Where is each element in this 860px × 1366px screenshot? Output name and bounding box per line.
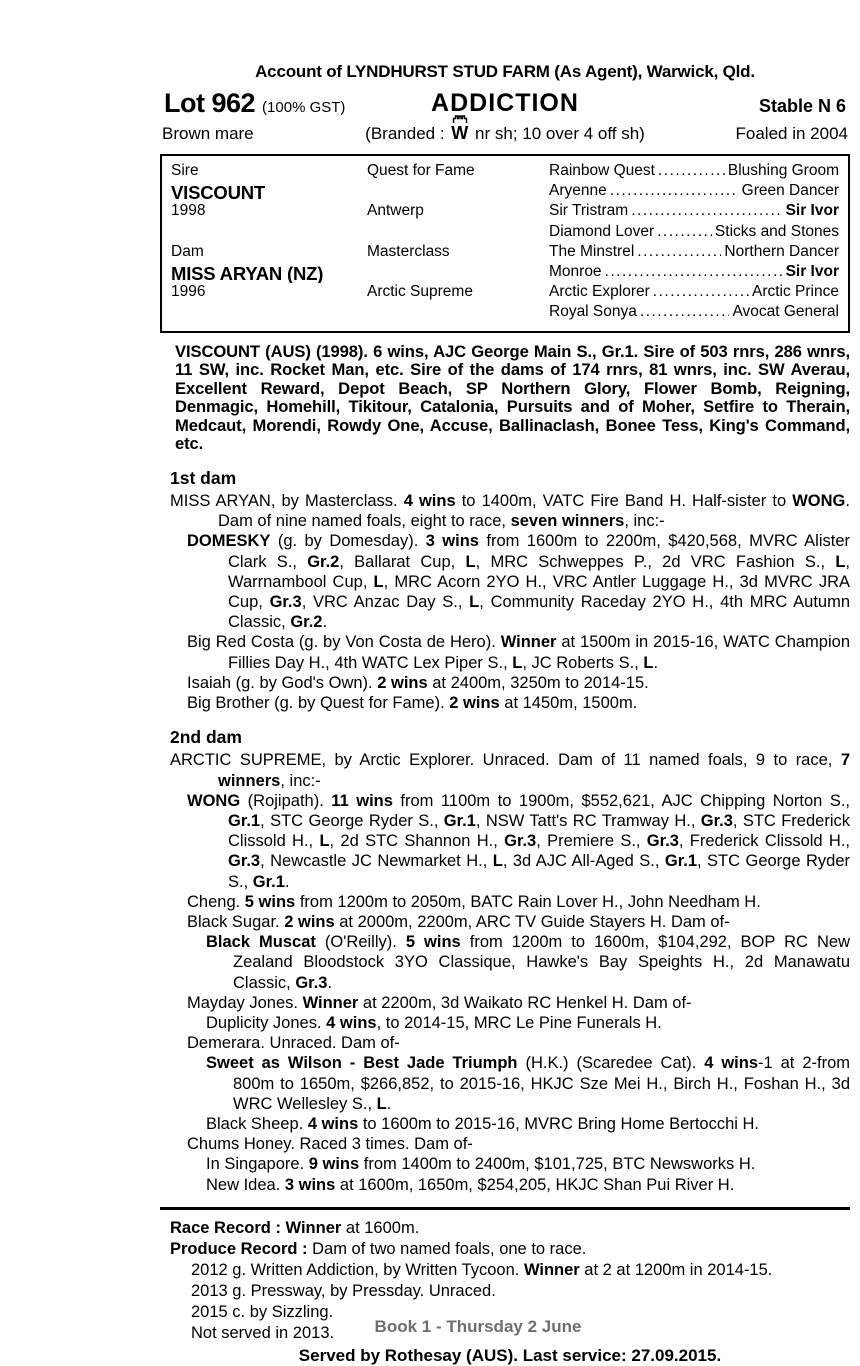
horse-name: ADDICTION bbox=[431, 89, 579, 117]
spacer-row bbox=[367, 263, 549, 283]
foaled-year: Foaled in 2004 bbox=[735, 124, 848, 143]
colour-sex: Brown mare bbox=[162, 124, 254, 143]
entry-isaiah: Isaiah (g. by God's Own). 2 wins at 2400m, 3250m to 2014-15. bbox=[187, 673, 649, 692]
catalogue-page bbox=[160, 0, 850, 1366]
entry-mayday-jones: Mayday Jones. Winner at 2200m, 3d Waikato RC Henkel H. Dam of- bbox=[187, 993, 692, 1012]
entry-domesky: DOMESKY (g. by Domesday). 3 wins from 1600m to 2200m, $420,568, MVRC Alister Clark S., Gr.2, Ballarat Cup, L, MRC Schweppes P., 2d VRC Fashion S., L, Warrnambool Cup, L, MRC Acorn 2YO H., VRC Antler Luggage H., 3d MVRC JRA Cup, Gr.3, VRC Anzac Day S., L, Community Raceday 2YO H., 4th MRC Autumn Classic, Gr.2. bbox=[187, 532, 850, 632]
leader-dots bbox=[610, 182, 739, 200]
sire-sire: Quest for Fame bbox=[367, 162, 475, 179]
pedigree-grandparents-column bbox=[367, 162, 549, 324]
ancestor-pair: Aryenne ..... Green Dancer bbox=[549, 182, 839, 202]
lot-label: Lot 962 bbox=[164, 88, 256, 118]
page-footer: Book 1 - Thursday 2 June bbox=[374, 1317, 582, 1336]
ancestor-pair: Monroe ..... Sir Ivor bbox=[549, 263, 839, 283]
first-dam-heading: 1st dam bbox=[170, 468, 237, 489]
leader-dots bbox=[631, 202, 782, 220]
dam-sire: Masterclass bbox=[367, 242, 450, 260]
ancestor-pair: Diamond Lover ..... Sticks and Stones bbox=[549, 223, 839, 243]
leader-dots bbox=[637, 243, 721, 261]
gst-note: (100% GST) bbox=[262, 99, 346, 116]
spacer-row bbox=[367, 182, 549, 202]
spacer-row bbox=[367, 303, 549, 323]
brand-letter: W bbox=[451, 123, 469, 143]
stable-number: Stable N 6 bbox=[758, 96, 846, 116]
dam-name: MISS ARYAN (NZ) bbox=[171, 262, 324, 284]
ancestor-pair: The Minstrel ..... Northern Dancer bbox=[549, 243, 839, 263]
leader-dots bbox=[605, 263, 783, 281]
description-row bbox=[160, 120, 850, 147]
ancestor-pair: Sir Tristram ..... Sir Ivor bbox=[549, 202, 839, 222]
sire-label: Sire bbox=[171, 162, 199, 179]
entry-new-idea: New Idea. 3 wins at 1600m, 1650m, $254,205, HKJC Shan Pui River H. bbox=[206, 1175, 735, 1194]
not-served-note: Not served in 2013. bbox=[191, 1323, 335, 1342]
ancestor-pair: Rainbow Quest ..... Blushing Groom bbox=[549, 162, 839, 182]
crown-icon bbox=[452, 115, 468, 123]
entry-arctic-supreme: ARCTIC SUPREME, by Arctic Explorer. Unraced. Dam of 11 named foals, 9 to race, 7 winners, inc:- bbox=[170, 751, 850, 790]
dam-year: 1996 bbox=[171, 283, 206, 301]
entry-sweet-as-wilson: Sweet as Wilson - Best Jade Triumph (H.K.) (Scaredee Cat). 4 wins-1 at 2-from 800m to 1650m, $266,852, to 2015-16, HKJC Sze Mei H., Birch H., Foshan H., 3d WRC Wellesley S., L. bbox=[206, 1054, 850, 1113]
dam-dam: Arctic Supreme bbox=[367, 283, 473, 301]
dam-label: Dam bbox=[171, 242, 204, 260]
served-by-line: Served by Rothesay (AUS). Last service: 27.09.2015. bbox=[298, 1345, 722, 1365]
produce-2015: 2015 c. by Sizzling. bbox=[191, 1302, 334, 1321]
entry-cheng: Cheng. 5 wins from 1200m to 2050m, BATC Rain Lover H., John Needham H. bbox=[187, 892, 761, 911]
entry-miss-aryan: MISS ARYAN, by Masterclass. 4 wins to 1400m, VATC Fire Band H. Half-sister to WONG. Dam of nine named foals, eight to race, seven winners, inc:- bbox=[170, 492, 850, 531]
record-divider bbox=[160, 1207, 850, 1210]
entry-big-red-costa: Big Red Costa (g. by Von Costa de Hero). Winner at 1500m in 2015-16, WATC Champion Fillies Day H., 4th WATC Lex Piper S., L, JC Roberts S., L. bbox=[187, 633, 850, 672]
brand-suffix: nr sh; 10 over 4 off sh) bbox=[475, 124, 645, 143]
entry-black-muscat: Black Muscat (O'Reilly). 5 wins from 1200m to 1600m, $104,292, BOP RC New Zealand Bloodstock 3YO Classique, Hawke's Bay Speights H., 2d Manawatu Classic, Gr.3. bbox=[206, 933, 850, 992]
sire-name: VISCOUNT bbox=[171, 182, 265, 203]
entry-chums-honey: Chums Honey. Raced 3 times. Dam of- bbox=[187, 1135, 473, 1154]
pedigree-greatgrandparents-column bbox=[549, 162, 839, 324]
spacer-row bbox=[171, 303, 367, 323]
pedigree-parents-column bbox=[171, 162, 367, 324]
second-dam-heading: 2nd dam bbox=[170, 727, 242, 748]
record-section bbox=[170, 1218, 850, 1366]
ancestor-pair: Royal Sonya ..... Avocat General bbox=[549, 303, 839, 323]
sire-year: 1998 bbox=[171, 202, 206, 220]
entry-in-singapore: In Singapore. 9 wins from 1400m to 2400m, $101,725, BTC Newsworks H. bbox=[206, 1155, 756, 1174]
spacer-row bbox=[171, 223, 367, 243]
entry-black-sheep: Black Sheep. 4 wins to 1600m to 2015-16, MVRC Bring Home Bertocchi H. bbox=[206, 1114, 760, 1133]
race-record-line: Race Record : Winner at 1600m. bbox=[170, 1218, 420, 1237]
spacer-row bbox=[367, 223, 549, 243]
brand-prefix: (Branded : bbox=[365, 124, 445, 143]
produce-record-line: Produce Record : Dam of two named foals, one to race. bbox=[170, 1239, 587, 1258]
leader-dots bbox=[657, 223, 712, 241]
leader-dots bbox=[658, 162, 725, 180]
entry-black-sugar: Black Sugar. 2 wins at 2000m, 2200m, ARC TV Guide Stayers H. Dam of- bbox=[187, 912, 730, 931]
entry-wong: WONG (Rojipath). 11 wins from 1100m to 1900m, $552,621, AJC Chipping Norton S., Gr.1, STC George Ryder S., Gr.1, NSW Tatt's RC Tramway H., Gr.3, STC Frederick Clissold H., L, 2d STC Shannon H., Gr.3, Premiere S., Gr.3, Frederick Clissold H., Gr.3, Newcastle JC Newmarket H., L, 3d AJC All-Aged S., Gr.1, STC George Ryder S., Gr.1. bbox=[187, 791, 850, 891]
leader-dots bbox=[653, 283, 749, 301]
leader-dots bbox=[640, 303, 730, 321]
ancestor-pair: Arctic Explorer ..... Arctic Prince bbox=[549, 283, 839, 303]
lot-header-row bbox=[160, 84, 850, 120]
entry-big-brother: Big Brother (g. by Quest for Fame). 2 wins at 1450m, 1500m. bbox=[187, 694, 638, 713]
pedigree-table bbox=[160, 154, 850, 333]
sire-summary: VISCOUNT (AUS) (1998). 6 wins, AJC George Main S., Gr.1. Sire of 503 rnrs, 286 wnrs, 11 SW, inc. Rocket Man, etc. Sire of the dams of 174 rnrs, 81 wnrs, inc. SW Averau, Excellent Reward, Depot Beach, SP Northern Glory, Flower Bomb, Reigning, Denmagic, Homehill, Tikitour, Catalonia, Pursuits and of Moher, Setfire to Therain, Medcaut, Morendi, Rowdy One, Accuse, Ballinaclash, Bonee Tess, King's Command, etc. bbox=[175, 341, 850, 454]
account-line: Account of LYNDHURST STUD FARM (As Agent), Warwick, Qld. bbox=[255, 62, 755, 81]
brand-mark bbox=[449, 123, 470, 144]
produce-2012: 2012 g. Written Addiction, by Written Tycoon. Winner at 2 at 1200m in 2014-15. bbox=[191, 1260, 773, 1279]
entry-duplicity-jones: Duplicity Jones. 4 wins, to 2014-15, MRC Le Pine Funerals H. bbox=[206, 1013, 662, 1032]
pedigree-text bbox=[170, 468, 850, 1195]
produce-2013: 2013 g. Pressway, by Pressday. Unraced. bbox=[191, 1281, 496, 1300]
sire-dam: Antwerp bbox=[367, 202, 424, 220]
entry-demerara: Demerara. Unraced. Dam of- bbox=[187, 1034, 400, 1053]
